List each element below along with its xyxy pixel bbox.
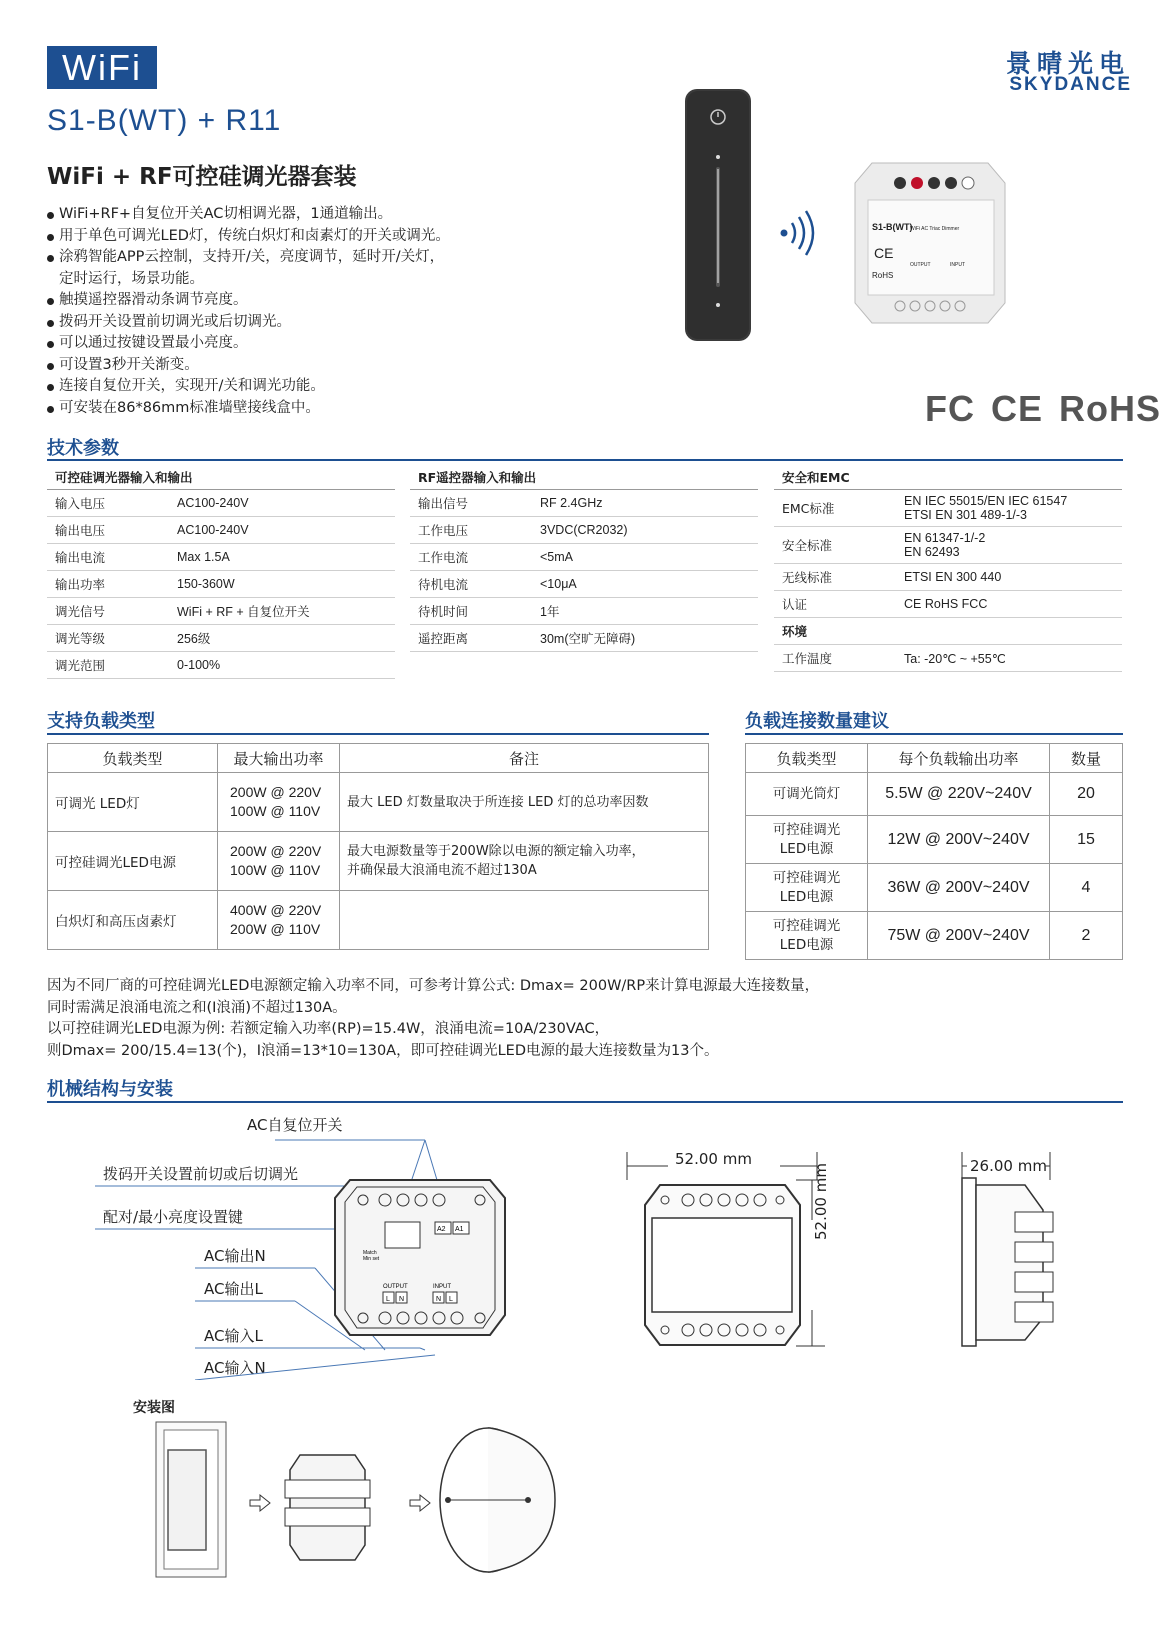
spec-key: 无线标准 [782, 570, 833, 585]
spec-key: 工作电流 [418, 550, 469, 565]
spec-key: 输出信号 [418, 496, 469, 511]
spec-row [47, 517, 395, 544]
power-line: 100W @ 110V [230, 862, 321, 878]
note-line: 以可控硅调光LED电源为例: 若额定输入功率(RP)=15.4W，浪涌电流=10A/230VAC， [47, 1021, 610, 1037]
spec-value: <5mA [540, 550, 574, 564]
spec-value [904, 494, 1122, 522]
spec-key: 输出电流 [55, 550, 106, 565]
spec-row [774, 490, 1122, 527]
table-row [746, 912, 1123, 960]
diagram-input: INPUT [433, 1284, 451, 1290]
spec-key: 待机电流 [418, 577, 469, 592]
table-row [746, 816, 1123, 864]
quantity-cell: 15 [1050, 816, 1123, 864]
spec-row [410, 571, 758, 598]
front-view-drawing [620, 1150, 835, 1360]
installation-diagram [150, 1420, 570, 1580]
table-row [746, 864, 1123, 912]
spec-value: AC100-240V [177, 496, 249, 510]
section-divider [47, 459, 1123, 461]
certification-marks [925, 388, 1170, 430]
diagram-out-l: L [386, 1296, 390, 1303]
dimension-width: 52.00 mm [675, 1150, 752, 1168]
spec-column-title: RF遥控器输入和输出 [410, 465, 758, 490]
diagram-a2: A2 [437, 1226, 446, 1233]
feature-item: 可设置3秒开关渐变。 [45, 355, 450, 377]
quantity-cell: 2 [1050, 912, 1123, 960]
load-type-cell [746, 864, 868, 912]
type-line: LED电源 [779, 936, 834, 953]
diagram-output: OUTPUT [383, 1284, 408, 1290]
spec-row [774, 564, 1122, 591]
spec-key: EMC标准 [782, 501, 835, 516]
feature-item: 拨码开关设置前切调光或后切调光。 [45, 312, 450, 334]
load-count-table [745, 743, 1123, 960]
side-view-drawing [955, 1150, 1065, 1360]
spec-row [410, 544, 758, 571]
spec-key: 工作温度 [782, 651, 833, 666]
spec-value: 0-100% [177, 658, 221, 672]
brand-name-cn: 景晴光电 [1005, 49, 1130, 78]
spec-key: 调光等级 [55, 631, 106, 646]
diagram-in-l: L [449, 1296, 453, 1303]
max-power-cell [218, 891, 340, 950]
load-type-cell [746, 816, 868, 864]
spec-value: 150-360W [177, 577, 235, 591]
table-row [48, 891, 709, 950]
section-divider [745, 733, 1123, 735]
section-divider [47, 1101, 1123, 1103]
power-per-load-cell: 12W @ 200V~240V [868, 816, 1050, 864]
diagram-in-n: N [436, 1296, 442, 1303]
quantity-cell: 4 [1050, 864, 1123, 912]
spec-row [47, 598, 395, 625]
spec-column-title: 可控硅调光器输入和输出 [47, 465, 395, 490]
spec-value: 30m(空旷无障碍) [540, 632, 636, 646]
spec-row [410, 490, 758, 517]
fcc-logo: FC [925, 388, 975, 429]
spec-row [774, 645, 1122, 672]
label-ac-in-n: AC输入N [204, 1359, 266, 1377]
section-title-mechanical: 机械结构与安装 [47, 1079, 173, 1100]
table-row [48, 773, 709, 832]
rohs-logo: RoHS [1059, 388, 1162, 429]
load-type-cell [746, 773, 868, 816]
spec-row [47, 652, 395, 679]
label-ac-in-l: AC输入L [204, 1327, 263, 1345]
col-header: 最大输出功率 [218, 744, 340, 773]
spec-key: 认证 [782, 597, 808, 612]
label-ac-out-l: AC输出L [204, 1280, 263, 1298]
spec-key: 安全标准 [782, 538, 833, 553]
label-ac-switch: AC自复位开关 [247, 1116, 343, 1134]
spec-row [774, 527, 1122, 564]
wiring-diagram [95, 1130, 525, 1380]
spec-key: 调光信号 [55, 604, 106, 619]
spec-value: 256级 [177, 632, 211, 646]
power-line: 400W @ 220V [230, 902, 322, 918]
wifi-badge: WiFi [47, 46, 157, 89]
spec-env-title: 环境 [774, 618, 1122, 645]
spec-key: 遥控距离 [418, 631, 469, 646]
remark-line: 并确保最大浪涌电流不超过130A [347, 863, 537, 878]
col-header: 数量 [1050, 744, 1123, 773]
label-input: INPUT [950, 262, 965, 268]
type-line: 可调光筒灯 [772, 785, 841, 802]
diagram-match: Match [363, 1250, 377, 1256]
label-name: WiFi AC Triac Dimmer [910, 226, 960, 232]
section-divider [47, 733, 709, 735]
load-type-cell: 可调光 LED灯 [48, 773, 218, 832]
col-header: 负载类型 [48, 744, 218, 773]
note-line: 则Dmax= 200/15.4=13(个)，I浪涌=13*10=130A，即可控硅调光LED电源的最大连接数量为13个。 [47, 1042, 719, 1059]
load-types-table [47, 743, 709, 950]
remote-control-image [680, 85, 760, 345]
spec-value: AC100-240V [177, 523, 249, 537]
load-type-cell: 可控硅调光LED电源 [48, 832, 218, 891]
spec-value: WiFi + RF + 自复位开关 [177, 605, 310, 619]
spec-column-title: 安全和EMC [774, 465, 1122, 490]
spec-column-safety [774, 465, 1122, 672]
spec-value: RF 2.4GHz [540, 496, 603, 510]
col-header: 负载类型 [746, 744, 868, 773]
spec-value [904, 597, 1122, 611]
brand-name-en: SKYDANCE [1009, 74, 1132, 95]
product-subtitle: WiFi + RF可控硅调光器套装 [47, 164, 357, 190]
label-output: OUTPUT [910, 262, 931, 268]
spec-key: 待机时间 [418, 604, 469, 619]
power-line: 200W @ 220V [230, 784, 322, 800]
spec-value-line: ETSI EN 300 440 [904, 570, 1002, 584]
max-power-cell [218, 773, 340, 832]
type-line: LED电源 [779, 840, 834, 857]
feature-list [45, 204, 450, 419]
load-type-cell [746, 912, 868, 960]
table-row [746, 773, 1123, 816]
diagram-out-n: N [399, 1296, 405, 1303]
diagram-min-set: Min set [363, 1256, 380, 1262]
spec-row [410, 625, 758, 652]
spec-key: 调光范围 [55, 658, 106, 673]
power-per-load-cell: 36W @ 200V~240V [868, 864, 1050, 912]
type-line: LED电源 [779, 888, 834, 905]
spec-row [47, 625, 395, 652]
dimmer-product-image [850, 158, 1010, 328]
dimension-depth: 26.00 mm [970, 1157, 1047, 1175]
power-line: 100W @ 110V [230, 803, 321, 819]
spec-value-line: ETSI EN 301 489-1/-3 [904, 508, 1027, 522]
spec-value-line: EN 62493 [904, 545, 960, 559]
col-header: 备注 [340, 744, 709, 773]
feature-item: 用于单色可调光LED灯，传统白炽灯和卤素灯的开关或调光。 [45, 226, 450, 248]
max-power-cell [218, 832, 340, 891]
spec-value-line: EN 61347-1/-2 [904, 531, 986, 545]
spec-value: 3VDC(CR2032) [540, 523, 628, 537]
spec-row [47, 544, 395, 571]
install-title: 安装图 [133, 1400, 175, 1416]
label-ac-out-n: AC输出N [204, 1247, 266, 1265]
spec-row [47, 490, 395, 517]
diagram-a1: A1 [455, 1226, 464, 1233]
note-line: 因为不同厂商的可控硅调光LED电源额定输入功率不同，可参考计算公式: Dmax= 200W/RP来计算电源最大连接数量， [47, 978, 820, 994]
feature-item: 触摸遥控器滑动条调节亮度。 [45, 290, 450, 312]
table-row [48, 832, 709, 891]
ce-logo: CE [991, 388, 1044, 429]
type-line: 可控硅调光 [772, 869, 841, 886]
spec-value: Max 1.5A [177, 550, 230, 564]
spec-row [410, 598, 758, 625]
spec-row [774, 591, 1122, 618]
col-header: 每个负载输出功率 [868, 744, 1050, 773]
spec-row [47, 571, 395, 598]
spec-key: 输入电压 [55, 496, 106, 511]
remark-line: 最大电源数量等于200W除以电源的额定输入功率， [347, 844, 645, 859]
section-title-load-types: 支持负载类型 [47, 711, 155, 732]
spec-column-remote [410, 465, 758, 652]
label-dip-switch: 拨码开关设置前切或后切调光 [103, 1165, 299, 1183]
feature-item: 可以通过按键设置最小亮度。 [45, 333, 450, 355]
spec-value: Ta: -20℃ ~ +55℃ [904, 651, 1006, 666]
spec-key: 输出电压 [55, 523, 106, 538]
remark-cell [340, 773, 709, 832]
label-ce: CE [874, 245, 894, 261]
spec-value: 1年 [540, 605, 560, 619]
spec-value: <10μA [540, 577, 577, 591]
feature-item: 可安装在86*86mm标准墙壁接线盒中。 [45, 398, 450, 420]
label-model: S1-B(WT) [872, 222, 913, 232]
wireless-signal-icon [778, 208, 818, 258]
power-per-load-cell: 5.5W @ 220V~240V [868, 773, 1050, 816]
spec-value-line: EN IEC 55015/EN IEC 61547 [904, 494, 1068, 508]
remark-cell [340, 832, 709, 891]
note-line: 同时需满足浪涌电流之和(I浪涌)不超过130A。 [47, 999, 347, 1016]
power-line: 200W @ 220V [230, 843, 322, 859]
dimension-height: 52.00 mm [812, 1163, 830, 1240]
label-pair-key: 配对/最小亮度设置键 [103, 1208, 244, 1226]
feature-item: 定时运行，场景功能。 [59, 270, 204, 287]
spec-key: 工作电压 [418, 523, 469, 538]
load-type-cell: 白炽灯和高压卤素灯 [48, 891, 218, 950]
spec-value [904, 531, 1122, 559]
spec-value-line: CE RoHS FCC [904, 597, 988, 611]
remark-cell [340, 891, 709, 950]
spec-column-dimmer [47, 465, 395, 679]
type-line: 可控硅调光 [772, 821, 841, 838]
type-line: 可控硅调光 [772, 917, 841, 934]
quantity-cell: 20 [1050, 773, 1123, 816]
remark-line: 最大 LED 灯数量取决于所连接 LED 灯的总功率因数 [347, 794, 649, 810]
spec-value [904, 570, 1122, 584]
feature-item: WiFi+RF+自复位开关AC切相调光器，1通道输出。 [45, 204, 450, 226]
power-line: 200W @ 110V [230, 921, 321, 937]
feature-item: 连接自复位开关，实现开/关和调光功能。 [45, 376, 450, 398]
section-title-specs: 技术参数 [47, 438, 119, 459]
section-title-load-count: 负载连接数量建议 [745, 711, 889, 732]
calculation-note [47, 976, 819, 1062]
spec-row [410, 517, 758, 544]
power-per-load-cell: 75W @ 200V~240V [868, 912, 1050, 960]
spec-key: 输出功率 [55, 577, 106, 592]
model-title: S1-B(WT) + R11 [47, 104, 282, 137]
label-rohs: RoHS [872, 271, 894, 280]
feature-item: 涂鸦智能APP云控制，支持开/关，亮度调节，延时开/关灯， [45, 247, 450, 269]
